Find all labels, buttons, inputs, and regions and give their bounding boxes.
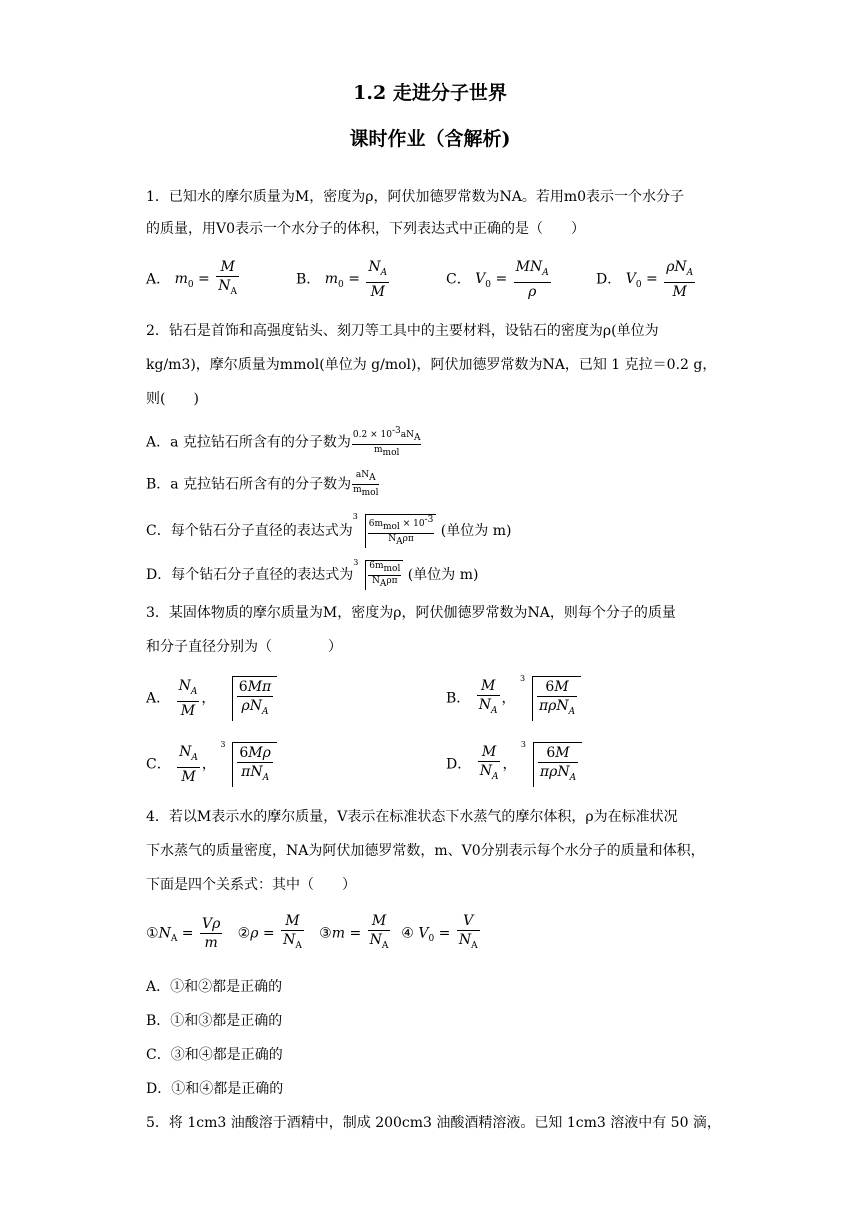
q2-option-b[interactable]: B．a 克拉钻石所含有的分子数为 $aN_A$ $m_{mol}$ xyxy=(146,470,379,498)
q5-line1: 5．将 1cm3 油酸溶于酒精中，制成 200cm3 油酸酒精溶液。已知 1cm3 溶液中有 50 滴， xyxy=(146,1115,721,1131)
q4-option-c[interactable]: C．③和④都是正确的 xyxy=(146,1047,283,1063)
q2-line2: kg/m3)，摩尔质量为mmol(单位为 g/mol)，阿伏加德罗常数为NA，已知 1 克拉＝0.2 g， xyxy=(146,357,717,373)
q3-option-c[interactable]: C． $\frac{N_A}{M}$ ， 3 $\frac{6M\rho}{\pi N_A}$ xyxy=(146,742,277,787)
q3-option-d[interactable]: D． $\frac{M}{N_A}$ ， 3 $\frac{6M}{\pi\rho N_A}$ xyxy=(446,742,582,787)
doc-subtitle: 课时作业（含解析) xyxy=(349,128,511,150)
q3-line1: 3．某固体物质的摩尔质量为M，密度为ρ，阿伏伽德罗常数为NA，则每个分子的质量 xyxy=(146,605,676,621)
q4-line3: 下面是四个关系式：其中（ ） xyxy=(146,877,356,893)
q2-option-c[interactable]: C．每个钻石分子直径的表达式为 3 $6m_{mol} \times 10^{-3}$ $N_A\rho\pi$ (单位为 m) xyxy=(146,512,512,547)
q4-line2: 下水蒸气的质量密度，NA为阿伏加德罗常数，m、V0分别表示每个水分子的质量和体积， xyxy=(146,843,705,859)
q2-option-a[interactable]: A．a 克拉钻石所含有的分子数为 $0.2 \times 10^{-3}aN_A$ $m_{mol}$ xyxy=(146,426,421,458)
q1-option-d[interactable]: D． $V_0$ = $\frac{\rho N_A}{M}$ xyxy=(596,259,694,300)
q1-option-a[interactable]: A． $m_0$ = $\frac{M}{N_A}$ xyxy=(146,259,237,297)
q1-line2: 的质量，用V0表示一个水分子的体积，下列表达式中正确的是（ ） xyxy=(146,221,586,237)
q4-option-d[interactable]: D．①和④都是正确的 xyxy=(146,1081,284,1097)
q4-relations: $①N_A$ = $\frac{V\rho}{m}$ ②ρ = $\frac{M}{N_A}$ ③m = $\frac{M}{N_A}$ ④ $V_0$ = $\frac{V}{N_A}$ xyxy=(146,913,478,951)
q4-line1: 4．若以M表示水的摩尔质量，V表示在标准状态下水蒸气的摩尔体积，ρ为在标准状况 xyxy=(146,809,678,825)
q1-option-c[interactable]: C． $V_0$ = $\frac{MN_A}{\rho}$ xyxy=(446,259,549,300)
q2-line3: 则( ) xyxy=(146,391,199,407)
q1-line1: 1．已知水的摩尔质量为M，密度为ρ，阿伏加德罗常数为NA。若用m0表示一个水分子 xyxy=(146,189,685,205)
q3-line2: 和分子直径分别为（ ） xyxy=(146,639,342,655)
doc-title: 1.2 走进分子世界 xyxy=(353,82,507,104)
q1-option-b[interactable]: B． $m_0$ = $\frac{N_A}{M}$ xyxy=(296,259,388,300)
q3-option-a[interactable]: A． $\frac{N_A}{M}$ ， $\frac{6M\pi}{\rho N_A}$ xyxy=(146,676,277,721)
q2-line1: 2．钻石是首饰和高强度钻头、刻刀等工具中的主要材料，设钻石的密度为ρ(单位为 xyxy=(146,323,659,339)
q2-option-d[interactable]: D．每个钻石分子直径的表达式为 3 $6m_{mol}$ $N_A\rho\pi$ (单位为 m) xyxy=(146,558,479,589)
q3-option-b[interactable]: B． $\frac{M}{N_A}$ ， 3 $\frac{6M}{\pi\rho N_A}$ xyxy=(446,676,581,721)
q4-option-b[interactable]: B．①和③都是正确的 xyxy=(146,1013,283,1029)
q4-option-a[interactable]: A．①和②都是正确的 xyxy=(146,979,283,995)
